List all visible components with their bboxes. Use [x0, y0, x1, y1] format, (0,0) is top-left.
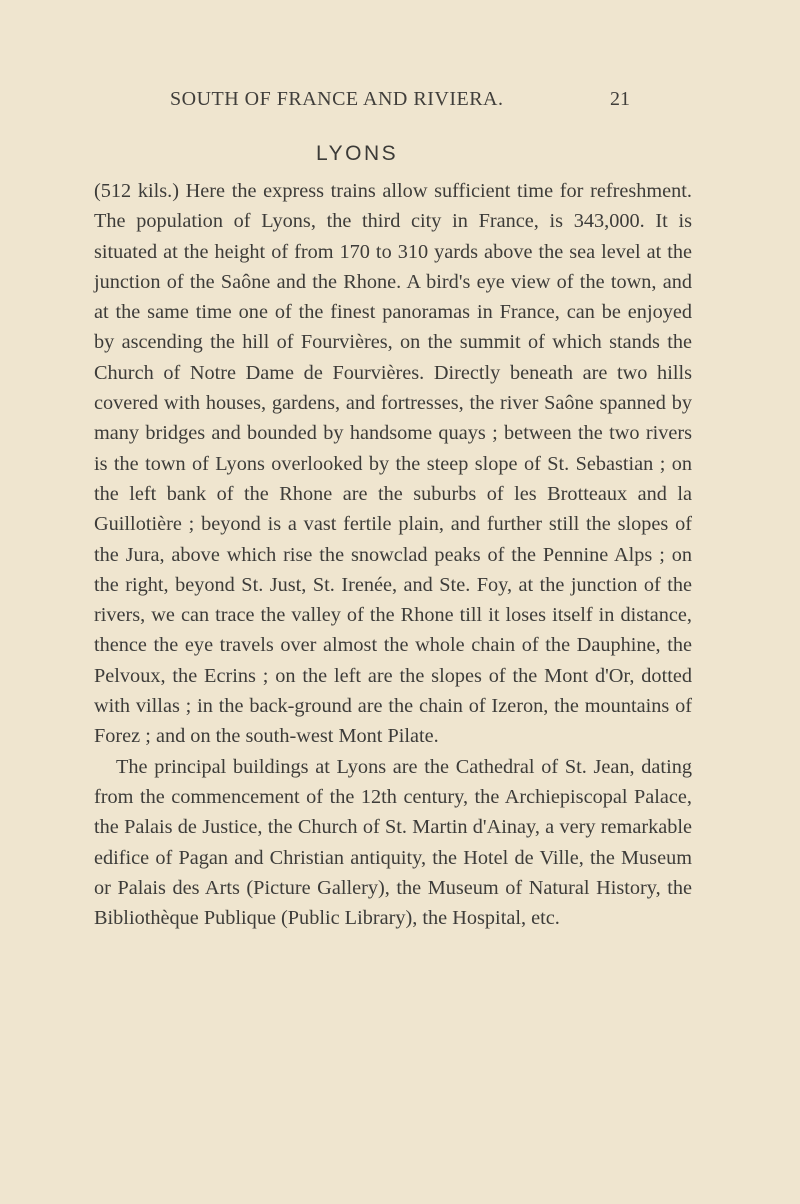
- section-title: LYONS: [316, 142, 399, 165]
- page-number: 21: [610, 88, 630, 110]
- body-text: [94, 176, 692, 933]
- paragraph-principal-buildings: The principal buildings at Lyons are the Cathedral of St. Jean, dating from the commencement of the 12th century, the Archiepiscopal Palace, the Palais de Justice, the Church of St. Martin d'Ainay, a very remarkable edifice of Pagan and Christian antiquity, the Hotel de Ville, the Museum or Palais des Arts (Picture Gallery), the Museum of Natural History, the Bibliothèque Publique (Public Library), the Hospital, etc.: [94, 755, 692, 930]
- running-head: SOUTH OF FRANCE AND RIVIERA.: [170, 88, 504, 110]
- paragraph-lyons-overview: (512 kils.) Here the express trains allow sufficient time for refreshment. The population of Lyons, the third city in France, is 343,000. It is situated at the height of from 170 to 310 yards above the sea level at the junction of the Saône and the Rhone. A bird's eye view of the town, and at the same time one of the finest panoramas in France, can be enjoyed by ascending the hill of Fourvières, on the summit of which stands the Church of Notre Dame de Fourvières. Directly beneath are two hills covered with houses, gardens, and fortresses, the river Saône spanned by many bridges and bounded by handsome quays ; between the two rivers is the town of Lyons overlooked by the steep slope of St. Sebastian ; on the left bank of the Rhone are the suburbs of les Brotteaux and la Guillotière ; beyond is a vast fertile plain, and further still the slopes of the Jura, above which rise the snowclad peaks of the Pennine Alps ; on the right, beyond St. Just, St. Irenée, and Ste. Foy, at the junction of the rivers, we can trace the valley of the Rhone till it loses itself in distance, thence the eye travels over almost the whole chain of the Dauphine, the Pelvoux, the Ecrins ; on the left are the slopes of the Mont d'Or, dotted with villas ; in the back-ground are the chain of Izeron, the mountains of Forez ; and on the south-west Mont Pilate.: [94, 180, 692, 748]
